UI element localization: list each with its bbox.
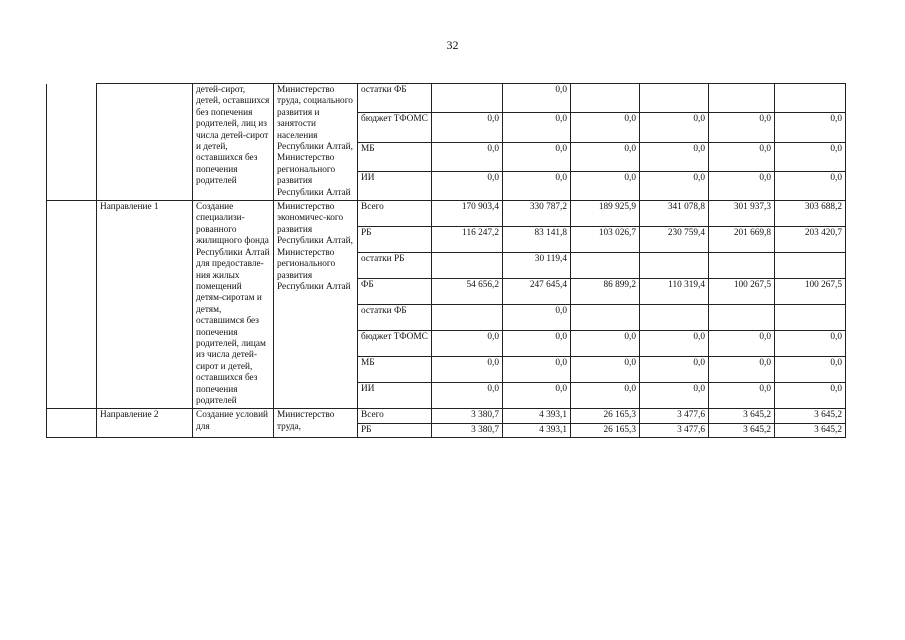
amount-cell: 103 026,7 <box>571 227 640 253</box>
amount-cell: 0,0 <box>432 357 503 383</box>
funding-source-cell: РБ <box>358 227 432 253</box>
amount-cell: 3 380,7 <box>432 409 503 423</box>
amount-cell: 0,0 <box>640 142 709 171</box>
amount-cell: 0,0 <box>709 383 775 409</box>
amount-cell: 83 141,8 <box>503 227 571 253</box>
amount-cell: 0,0 <box>503 357 571 383</box>
direction-cell <box>97 84 193 201</box>
funding-source-cell: РБ <box>358 423 432 437</box>
amount-cell: 189 925,9 <box>571 201 640 227</box>
funding-source-cell: ИИ <box>358 171 432 200</box>
amount-cell <box>432 84 503 113</box>
budget-table <box>46 83 846 438</box>
amount-cell: 86 899,2 <box>571 279 640 305</box>
amount-cell: 3 645,2 <box>775 409 846 423</box>
executor-cell: Министерство труда, <box>274 409 358 438</box>
amount-cell: 100 267,5 <box>709 279 775 305</box>
amount-cell: 247 645,4 <box>503 279 571 305</box>
amount-cell: 26 165,3 <box>571 409 640 423</box>
amount-cell: 301 937,3 <box>709 201 775 227</box>
amount-cell: 341 078,8 <box>640 201 709 227</box>
amount-cell: 230 759,4 <box>640 227 709 253</box>
measure-name-cell: детей-сирот, детей, оставшихся без попечения родителей, лиц из числа детей-сирот и детей, оставшихся без попечения родителей <box>193 84 274 201</box>
amount-cell: 3 645,2 <box>775 423 846 437</box>
budget-table-body <box>47 84 846 438</box>
amount-cell: 0,0 <box>709 113 775 142</box>
amount-cell: 0,0 <box>571 142 640 171</box>
amount-cell <box>709 253 775 279</box>
amount-cell: 0,0 <box>571 331 640 357</box>
amount-cell: 0,0 <box>432 171 503 200</box>
amount-cell <box>640 253 709 279</box>
funding-source-cell: остатки ФБ <box>358 305 432 331</box>
amount-cell: 0,0 <box>775 142 846 171</box>
amount-cell: 303 688,2 <box>775 201 846 227</box>
amount-cell <box>571 253 640 279</box>
amount-cell: 0,0 <box>640 383 709 409</box>
table-row <box>47 409 846 423</box>
amount-cell: 3 645,2 <box>709 409 775 423</box>
amount-cell <box>709 84 775 113</box>
measure-name-cell: Создание условий для <box>193 409 274 438</box>
funding-source-cell: МБ <box>358 142 432 171</box>
funding-source-cell: ИИ <box>358 383 432 409</box>
amount-cell: 0,0 <box>709 171 775 200</box>
row-number-cell <box>47 84 97 201</box>
amount-cell: 30 119,4 <box>503 253 571 279</box>
amount-cell <box>775 305 846 331</box>
funding-source-cell: остатки ФБ <box>358 84 432 113</box>
amount-cell: 4 393,1 <box>503 423 571 437</box>
amount-cell: 0,0 <box>571 383 640 409</box>
amount-cell: 3 477,6 <box>640 409 709 423</box>
funding-source-cell: Всего <box>358 201 432 227</box>
amount-cell <box>640 305 709 331</box>
amount-cell: 170 903,4 <box>432 201 503 227</box>
amount-cell: 54 656,2 <box>432 279 503 305</box>
funding-source-cell: ФБ <box>358 279 432 305</box>
amount-cell: 0,0 <box>432 383 503 409</box>
amount-cell: 0,0 <box>640 331 709 357</box>
amount-cell: 0,0 <box>571 171 640 200</box>
direction-cell: Направление 1 <box>97 201 193 409</box>
amount-cell: 3 477,6 <box>640 423 709 437</box>
funding-source-cell: бюджет ТФОМС <box>358 331 432 357</box>
amount-cell: 0,0 <box>432 113 503 142</box>
amount-cell: 0,0 <box>775 357 846 383</box>
amount-cell: 0,0 <box>503 113 571 142</box>
amount-cell: 0,0 <box>503 383 571 409</box>
table-row <box>47 201 846 227</box>
amount-cell: 0,0 <box>775 331 846 357</box>
amount-cell: 110 319,4 <box>640 279 709 305</box>
funding-source-cell: бюджет ТФОМС <box>358 113 432 142</box>
amount-cell <box>432 253 503 279</box>
amount-cell: 0,0 <box>775 113 846 142</box>
amount-cell: 0,0 <box>709 357 775 383</box>
amount-cell <box>571 84 640 113</box>
measure-name-cell: Создание специализи-рованного жилищного фонда Республики Алтай для предоставле-ния жилых помещений детям-сиротам и детям, оставшимся без попечения родителей, лицам из числа детей-сирот и детей, оставшихся без попечения родителей <box>193 201 274 409</box>
amount-cell: 0,0 <box>432 331 503 357</box>
amount-cell: 0,0 <box>709 142 775 171</box>
amount-cell: 0,0 <box>503 142 571 171</box>
table-row <box>47 84 846 113</box>
amount-cell: 0,0 <box>709 331 775 357</box>
amount-cell: 201 669,8 <box>709 227 775 253</box>
row-number-cell <box>47 409 97 438</box>
amount-cell: 0,0 <box>503 331 571 357</box>
amount-cell: 0,0 <box>503 171 571 200</box>
funding-source-cell: МБ <box>358 357 432 383</box>
amount-cell: 4 393,1 <box>503 409 571 423</box>
funding-source-cell: остатки РБ <box>358 253 432 279</box>
amount-cell <box>432 305 503 331</box>
executor-cell: Министерство экономичес-кого развития Республики Алтай, Министерство регионального развития Республики Алтай <box>274 201 358 409</box>
row-number-cell <box>47 201 97 409</box>
direction-cell: Направление 2 <box>97 409 193 438</box>
amount-cell <box>571 305 640 331</box>
amount-cell: 0,0 <box>640 113 709 142</box>
executor-cell: Министерство труда, социального развития и занятости населения Республики Алтай, Министерство регионального развития Республики Алтай <box>274 84 358 201</box>
funding-source-cell: Всего <box>358 409 432 423</box>
amount-cell: 0,0 <box>640 171 709 200</box>
amount-cell: 0,0 <box>640 357 709 383</box>
amount-cell: 330 787,2 <box>503 201 571 227</box>
amount-cell: 0,0 <box>432 142 503 171</box>
amount-cell: 0,0 <box>503 305 571 331</box>
amount-cell: 0,0 <box>775 171 846 200</box>
amount-cell: 3 645,2 <box>709 423 775 437</box>
amount-cell: 116 247,2 <box>432 227 503 253</box>
amount-cell <box>775 84 846 113</box>
amount-cell: 100 267,5 <box>775 279 846 305</box>
amount-cell <box>640 84 709 113</box>
amount-cell: 0,0 <box>503 84 571 113</box>
amount-cell: 26 165,3 <box>571 423 640 437</box>
amount-cell: 3 380,7 <box>432 423 503 437</box>
amount-cell <box>775 253 846 279</box>
amount-cell: 0,0 <box>571 113 640 142</box>
amount-cell <box>709 305 775 331</box>
amount-cell: 203 420,7 <box>775 227 846 253</box>
page-number: 32 <box>446 38 459 52</box>
amount-cell: 0,0 <box>775 383 846 409</box>
amount-cell: 0,0 <box>571 357 640 383</box>
